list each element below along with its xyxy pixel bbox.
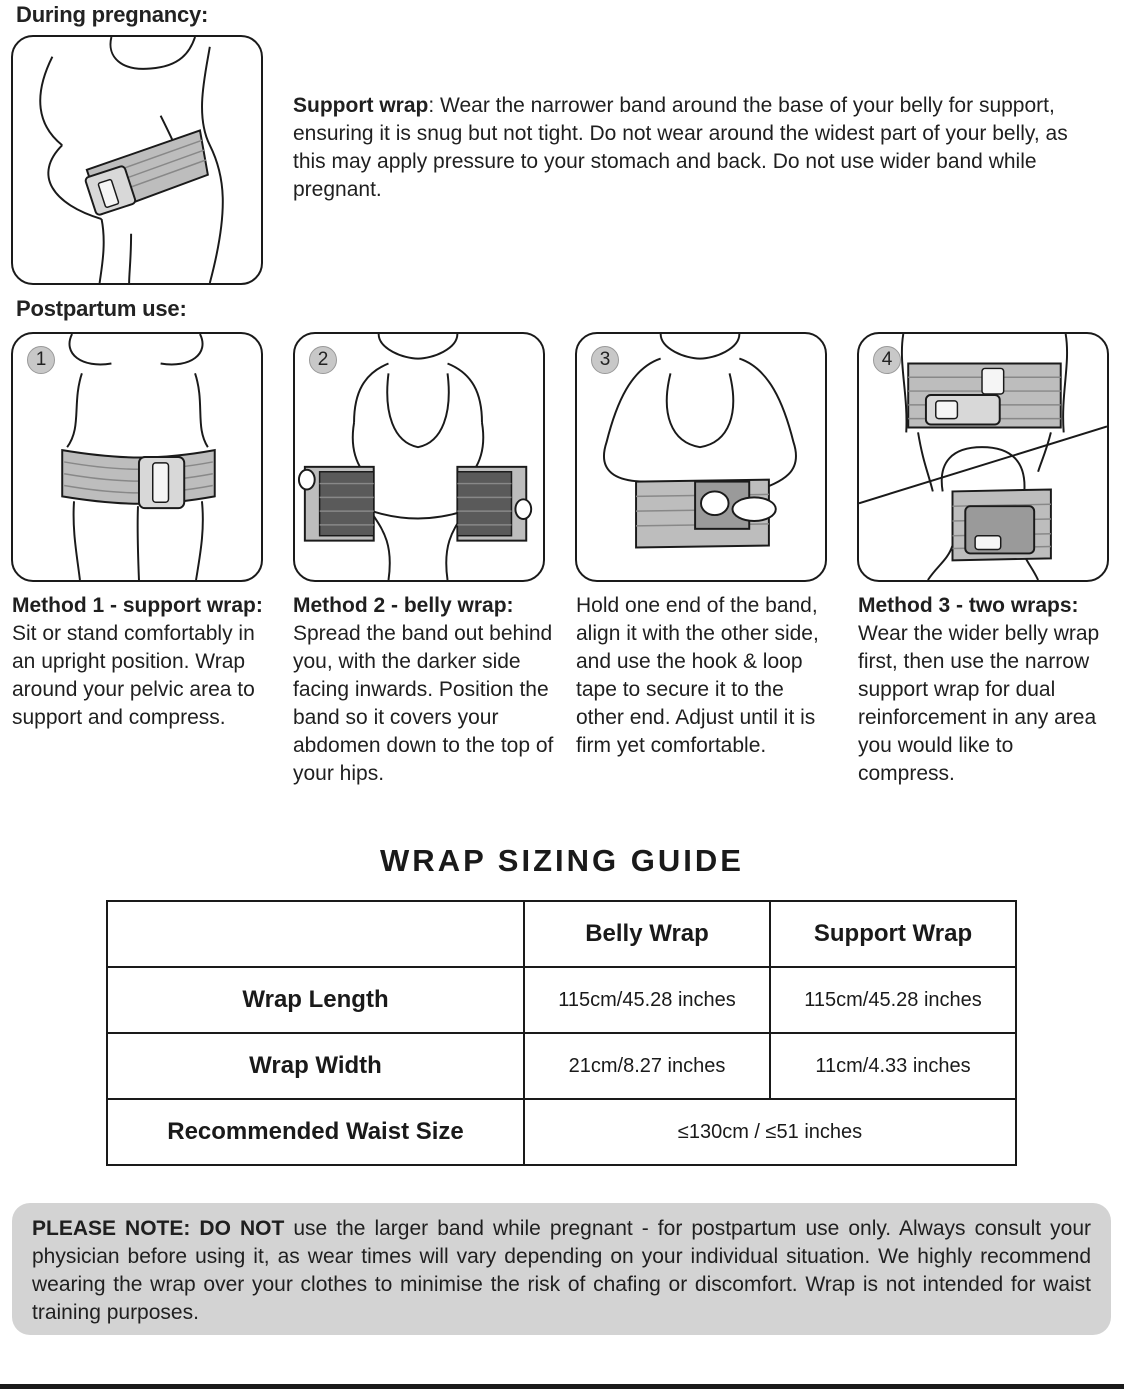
step-3-text: Hold one end of the band, align it with the other side, and use the hook & loop tape to secure it to the other end. Adjust until it is firm yet comfortable. <box>576 594 819 757</box>
step-4-badge: 4 <box>873 346 901 374</box>
table-header-support-wrap: Support Wrap <box>770 901 1016 967</box>
table-row <box>107 1033 1016 1099</box>
step-1-badge: 1 <box>27 346 55 374</box>
step-2-text: Spread the band out behind you, with the darker side facing inwards. Position the band so it covers your abdomen down to the top of your hips. <box>293 622 554 785</box>
cell-waist-size: ≤130cm / ≤51 inches <box>524 1099 1016 1165</box>
table-header-blank <box>107 901 524 967</box>
cell-support-length: 115cm/45.28 inches <box>770 967 1016 1033</box>
step-1-title: Method 1 - support wrap: <box>12 594 263 617</box>
step-4-title: Method 3 - two wraps: <box>858 594 1079 617</box>
belly-wrap-fasten-icon <box>577 334 825 580</box>
support-wrap-text: : Wear the narrower band around the base of your belly for support, ensuring it is snug but not tight. Do not wear around the widest part of your belly, as this may apply pressure to your stomach and back. Do not use wider band while pregnant. <box>293 94 1068 201</box>
cell-belly-width: 21cm/8.27 inches <box>524 1033 770 1099</box>
step-1-text: Sit or stand comfortably in an upright position. Wrap around your pelvic area to support and compress. <box>12 622 255 729</box>
step-3-description <box>576 592 832 760</box>
cell-belly-length: 115cm/45.28 inches <box>524 967 770 1033</box>
note-text: use the larger band while pregnant - for postpartum use only. Always consult your physician before using it, as wear times will vary depending on your individual situation. We highly recommend wearing the wrap over your clothes to minimise the risk of chafing or discomfort. Wrap is not intended for waist training purposes. <box>32 1217 1091 1324</box>
support-wrap-label: Support wrap <box>293 94 429 117</box>
step-3-badge: 3 <box>591 346 619 374</box>
step-3-illustration <box>575 332 827 582</box>
table-header-row <box>107 901 1016 967</box>
two-wraps-icon <box>859 334 1107 580</box>
table-row <box>107 967 1016 1033</box>
bottom-divider <box>0 1384 1124 1389</box>
step-4-description <box>858 592 1114 788</box>
pregnancy-heading: During pregnancy: <box>16 2 209 27</box>
step-2-description <box>293 592 557 788</box>
pregnancy-illustration <box>11 35 263 285</box>
step-1-illustration <box>11 332 263 582</box>
step-2-illustration <box>293 332 545 582</box>
please-note-box <box>12 1203 1111 1335</box>
step-2-badge: 2 <box>309 346 337 374</box>
support-wrap-pelvis-icon <box>13 334 261 580</box>
sizing-table <box>106 900 1017 1166</box>
row-label-width: Wrap Width <box>107 1033 524 1099</box>
step-2-title: Method 2 - belly wrap: <box>293 594 514 617</box>
row-label-length: Wrap Length <box>107 967 524 1033</box>
table-header-belly-wrap: Belly Wrap <box>524 901 770 967</box>
postpartum-heading: Postpartum use: <box>16 296 187 321</box>
table-row <box>107 1099 1016 1165</box>
pregnancy-instructions <box>293 92 1093 204</box>
note-lead: PLEASE NOTE: DO NOT <box>32 1217 285 1240</box>
step-4-text: Wear the wider belly wrap first, then use the narrow support wrap for dual reinforcement in any area you would like to compress. <box>858 622 1100 785</box>
sizing-guide-title: WRAP SIZING GUIDE <box>380 843 744 878</box>
step-4-illustration <box>857 332 1109 582</box>
row-label-waist: Recommended Waist Size <box>107 1099 524 1165</box>
cell-support-width: 11cm/4.33 inches <box>770 1033 1016 1099</box>
step-1-description <box>12 592 272 732</box>
belly-wrap-spread-icon <box>295 334 543 580</box>
pregnant-body-icon <box>13 37 261 283</box>
